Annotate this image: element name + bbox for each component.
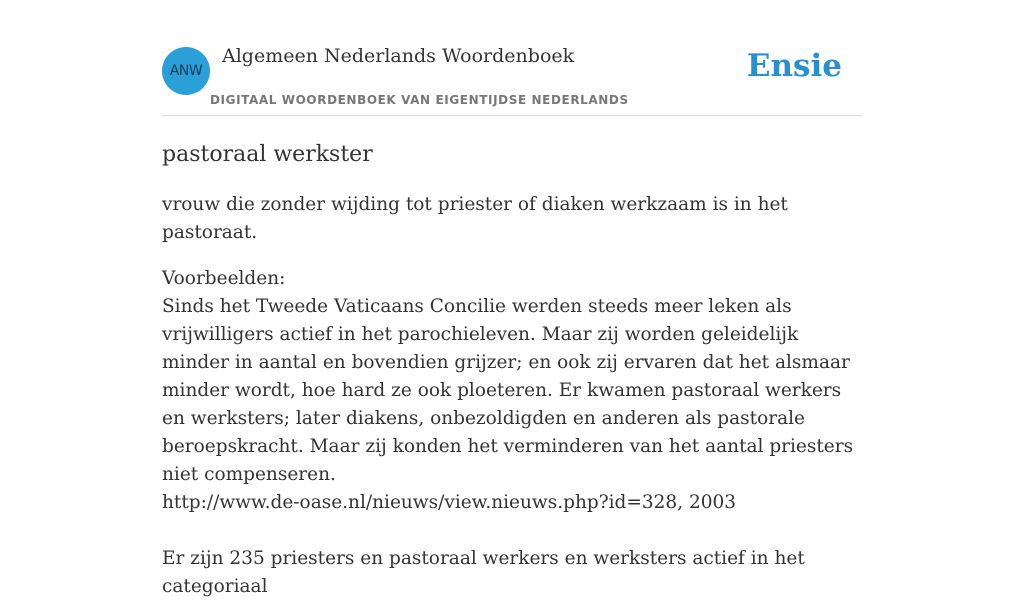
example-text: Sinds het Tweede Vaticaans Concilie werden steeds meer leken als vrijwilligers actief in het parochieleven. Maar zij worden geleidelijk minder in aantal en bovendien grijzer; en ook zij ervaren dat het alsmaar minder wordt, hoe hard ze ook ploeteren. Er kwamen pastoraal werkers en werksters; later diakens, onbezoldigden en anderen als pastorale beroepskracht. Maar zij konden het verminderen van het aantal priesters niet compenseren. [162,296,854,485]
site-title[interactable]: Algemeen Nederlands Woordenboek [222,45,575,67]
site-header [162,0,862,116]
site-subtitle: DIGITAAL WOORDENBOEK VAN EIGENTIJDSE NEDERLANDS [210,93,629,107]
examples-label: Voorbeelden: [162,268,286,289]
headword: pastoraal werkster [162,142,373,167]
example-source: http://www.de-oase.nl/nieuws/view.nieuws.php?id=328, 2003 [162,492,737,513]
example-spacer [162,517,862,545]
ensie-logo[interactable]: Ensie [746,48,842,84]
anw-logo[interactable]: ANW [162,47,210,95]
examples [162,265,862,601]
definition: vrouw die zonder wijding tot priester of diaken werkzaam is in het pastoraat. [162,194,788,243]
page [162,0,862,597]
example-text: Er zijn 235 priesters en pastoraal werkers en werksters actief in het categoriaal [162,548,805,597]
